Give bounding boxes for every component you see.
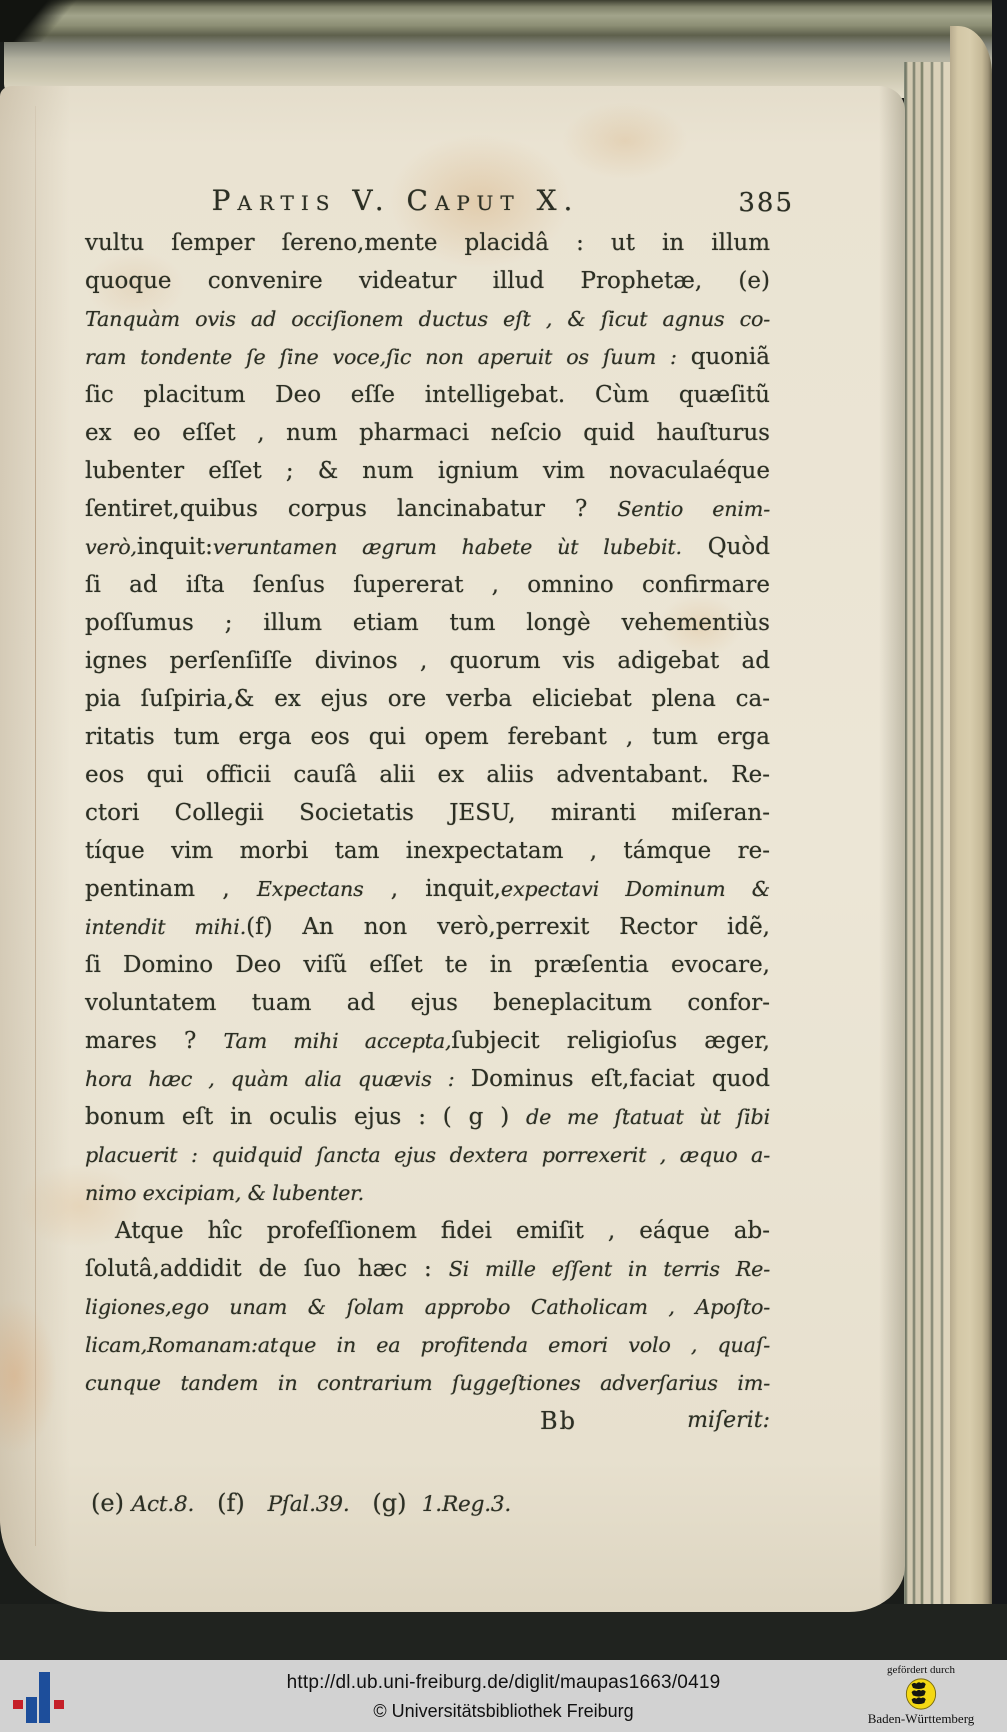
text-line: poſſumus ; illum etiam tum longè vehementiùs xyxy=(85,610,770,636)
text-line: tíque vim morbi tam inexpectatam , támque re- xyxy=(85,838,770,864)
text-line: quoque convenire videatur illud Prophetæ, (e) xyxy=(85,268,770,294)
text-line: bonum eſt in oculis ejus : ( g ) de me ſtatuat ùt ſibi xyxy=(85,1104,770,1130)
text-line: verò,inquit:veruntamen ægrum habete ùt lubebit. Quòd xyxy=(85,534,770,560)
text-line: ſic placitum Deo eſſe intelligebat. Cùm quæſitũ xyxy=(85,382,770,408)
photo-corner-shadow xyxy=(0,0,90,42)
text-line: Atque hîc profeſſionem fidei emiſit , eáque ab- xyxy=(115,1218,770,1244)
text-line: ram tondente ſe ſine voce,ſic non aperuit os ſuum : quoniã xyxy=(85,344,770,370)
book-fore-edge xyxy=(950,26,992,1648)
body-lines xyxy=(85,224,770,1402)
signature-catchword-line xyxy=(85,1402,770,1440)
running-header xyxy=(85,184,794,224)
page-number: 385 xyxy=(738,188,794,218)
logo-bar-tall xyxy=(39,1672,50,1723)
page-title: Partis V. Caput X. xyxy=(211,184,580,217)
text-line: mares ? Tam mihi accepta,ſubjecit religioſus æger, xyxy=(85,1028,770,1054)
text-line: voluntatem tuam ad ejus beneplacitum confor- xyxy=(85,990,770,1016)
library-logo-icon xyxy=(10,1670,70,1724)
text-line: nimo excipiam, & lubenter. xyxy=(85,1181,364,1205)
text-line: licam,Romanam:atque in ea profitenda emori volo , quaſ- xyxy=(85,1333,770,1357)
logo-square-left xyxy=(13,1700,23,1709)
text-line: eos qui officii cauſâ alii ex aliis adventabant. Re- xyxy=(85,762,770,788)
text-line: hora hæc , quàm alia quævis : Dominus eſt,faciat quod xyxy=(85,1066,770,1092)
text-line: intendit mihi.(f) An non verò,perrexit Rector idẽ, xyxy=(85,914,770,940)
text-line: ſentiret,quibus corpus lancinabatur ? Sentio enim- xyxy=(85,496,770,522)
book-binding-top-edge xyxy=(4,0,995,98)
photo-right-background xyxy=(992,0,1007,1660)
catchword: miſerit: xyxy=(687,1408,770,1433)
book-page xyxy=(0,86,905,1612)
text-line: vultu ſemper ſereno,mente placidâ : ut in illum xyxy=(85,230,770,256)
text-line: ex eo eſſet , num pharmaci neſcio quid hauſturus xyxy=(85,420,770,446)
body-text xyxy=(85,224,770,1522)
footnotes-line xyxy=(85,1484,770,1522)
copyright-text: © Universitätsbibliothek Freiburg xyxy=(373,1701,634,1721)
photo-bottom-background xyxy=(0,1604,1007,1660)
text-line: ſolutâ,addidit de ſuo hæc : Si mille eſſent in terris Re- xyxy=(85,1256,770,1282)
text-line: ſi ad iſta ſenſus ſupererat , omnino confirmare xyxy=(85,572,770,598)
text-line: ignes perſenſiſſe divinos , quorum vis adigebat ad xyxy=(85,648,770,674)
text-line: lubenter eſſet ; & num ignium vim novaculaéque xyxy=(85,458,770,484)
funder-block xyxy=(841,1662,1001,1732)
page-gutter-crease xyxy=(35,106,36,1546)
text-line: pentinam , Expectans , inquit,expectavi Dominum & xyxy=(85,876,770,902)
text-line: ſi Domino Deo viſũ eſſet te in præſentia evocare, xyxy=(85,952,770,978)
text-line: placuerit : quidquid ſancta ejus dextera porrexerit , æquo a- xyxy=(85,1143,770,1167)
footer-center-text xyxy=(200,1660,807,1732)
logo-square-right xyxy=(54,1700,64,1709)
baden-wuerttemberg-coat-of-arms-icon xyxy=(902,1677,940,1711)
text-line: cunque tandem in contrarium ſuggeſtiones adverſarius im- xyxy=(85,1371,770,1395)
text-line: pia ſuſpiria,& ex ejus ore verba eliciebat plena ca- xyxy=(85,686,770,712)
text-line: Tanquàm ovis ad occiſionem ductus eſt , & ſicut agnus co- xyxy=(85,307,770,331)
document-url: http://dl.ub.uni-freiburg.de/diglit/maupas1663/0419 xyxy=(286,1672,721,1693)
text-line: ctori Collegii Societatis JESU, miranti miſeran- xyxy=(85,800,770,826)
logo-bar-medium xyxy=(26,1697,37,1723)
funder-name: Baden-Württemberg xyxy=(867,1711,975,1726)
funder-label: gefördert durch xyxy=(886,1664,956,1676)
text-line: ligiones,ego unam & ſolam approbo Catholicam , Apoſto- xyxy=(85,1295,770,1319)
page-stack-edges xyxy=(904,62,950,1640)
text-line: ritatis tum erga eos qui opem ferebant , tum erga xyxy=(85,724,770,750)
text-line: (e) Act.8. (f) Pſal.39. (g) 1.Reg.3. xyxy=(91,1489,512,1517)
signature-mark: Bb xyxy=(540,1407,577,1435)
footer-bar xyxy=(0,1660,1007,1732)
